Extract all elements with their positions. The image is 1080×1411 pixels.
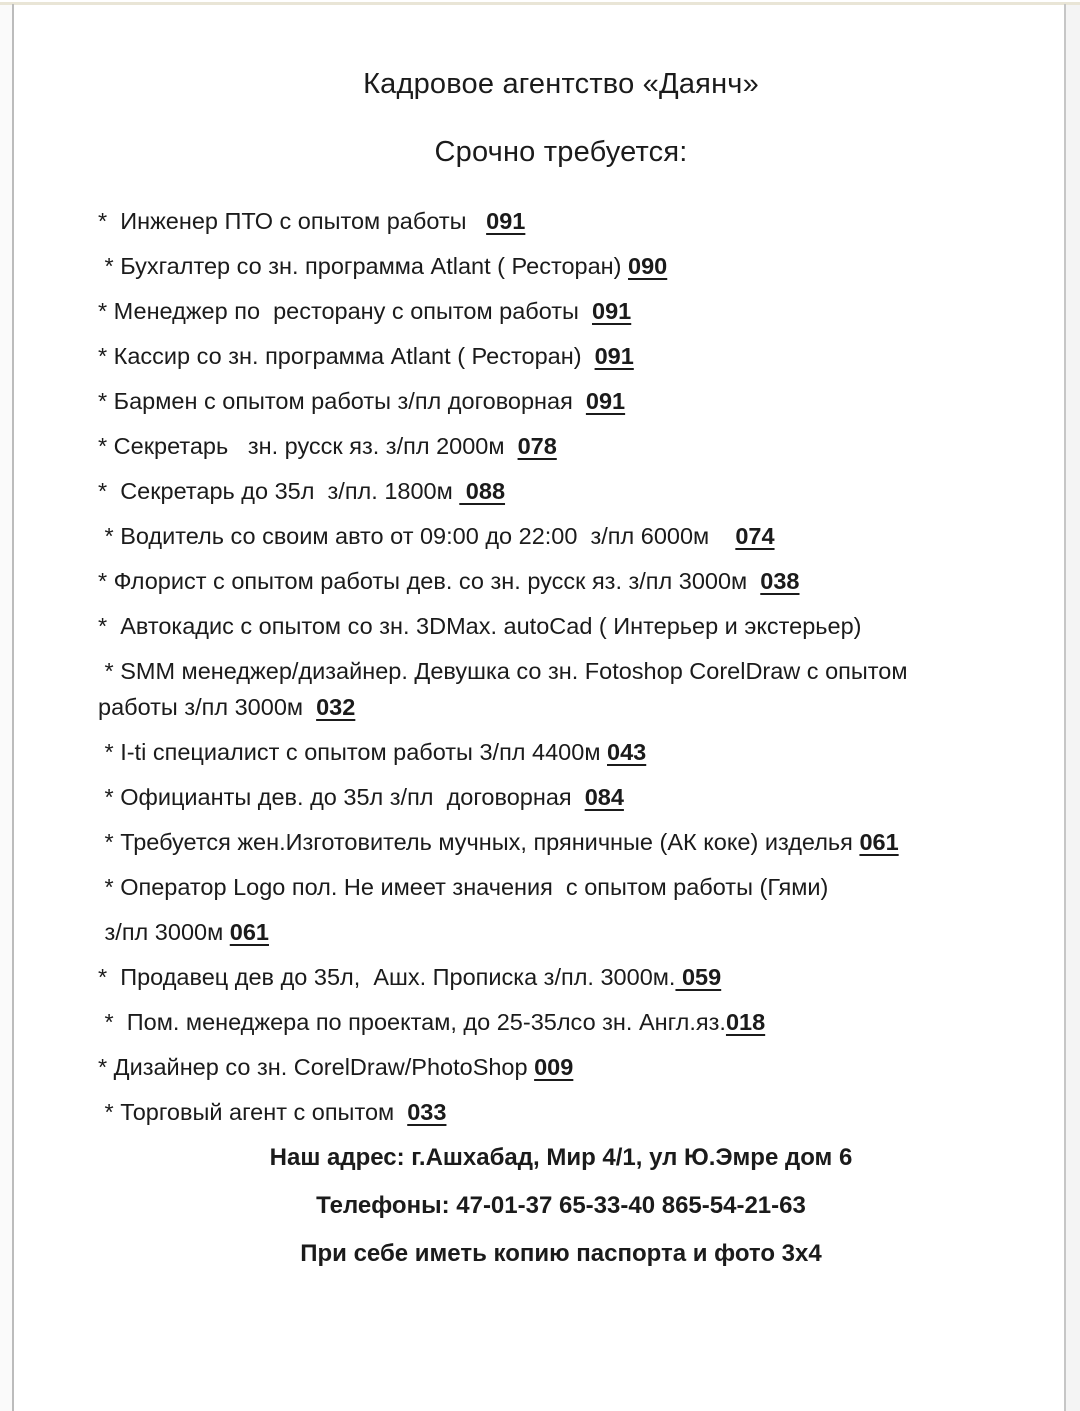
job-text: * Инженер ПТО с опытом работы (98, 208, 487, 234)
job-item (98, 914, 1024, 950)
page-right-margin (1066, 5, 1080, 1411)
job-item (98, 518, 1024, 554)
job-item (98, 608, 1024, 644)
job-code: 009 (534, 1054, 574, 1080)
job-code: 084 (584, 784, 624, 810)
footer (98, 1139, 1024, 1272)
job-item (98, 869, 1024, 905)
job-text: * Официанты дев. до 35л з/пл договорная (98, 784, 585, 810)
document-page (14, 5, 1064, 1283)
job-code: 078 (517, 433, 557, 459)
job-text: * Дизайнер со зн. CorelDraw/PhotoShop (98, 1054, 535, 1080)
job-code: 061 (229, 919, 269, 945)
job-item (98, 824, 1024, 860)
job-code: 074 (735, 523, 775, 549)
job-code: 088 (459, 478, 506, 504)
job-text: * Требуется жен.Изготовитель мучных, пряничные (АК коке) изделья (98, 829, 860, 855)
page-title: Кадровое агентство «Даянч» (363, 68, 759, 100)
job-code: 032 (316, 694, 356, 720)
job-item (98, 563, 1024, 599)
job-text: * Автокадис с опытом со зн. 3DMax. autoCad ( Интерьер и экстерьер) (98, 613, 862, 639)
job-text: * Флорист с опытом работы дев. со зн. русск яз. з/пл 3000м (98, 568, 761, 594)
job-item (98, 959, 1024, 995)
job-text: * Бармен с опытом работы з/пл договорная (98, 388, 586, 414)
job-text: * Кассир со зн. программа Atlant ( Ресторан) (98, 343, 595, 369)
job-code: 038 (760, 568, 800, 594)
job-text: * Оператор Logo пол. Не имеет значения с опытом работы (Гями) (98, 874, 829, 900)
job-text: * Торговый агент с опытом (98, 1099, 408, 1125)
job-code: 061 (859, 829, 899, 855)
footer-note: При себе иметь копию паспорта и фото 3х4 (300, 1240, 822, 1267)
job-item (98, 203, 1024, 239)
job-text: * Продавец дев до 35л, Ашх. Прописка з/пл. 3000м. (98, 964, 676, 990)
job-item (98, 338, 1024, 374)
job-item (98, 653, 1024, 725)
page-subtitle: Срочно требуется: (434, 136, 688, 168)
job-code: 090 (628, 253, 668, 279)
job-code: 059 (675, 964, 722, 990)
job-item (98, 248, 1024, 284)
job-text: * Секретарь зн. русск яз. з/пл 2000м (98, 433, 518, 459)
footer-address: Наш адрес: г.Ашхабад, Мир 4/1, ул Ю.Эмре дом 6 (269, 1144, 853, 1171)
job-text: * I-ti специалист с опытом работы 3/пл 4400м (98, 739, 608, 765)
job-code: 091 (486, 208, 526, 234)
page-right-border (1064, 4, 1066, 1411)
job-item (98, 473, 1024, 509)
job-text: * Менеджер по ресторану с опытом работы (98, 298, 593, 324)
job-code: 043 (607, 739, 647, 765)
footer-phones: Телефоны: 47-01-37 65-33-40 865-54-21-63 (316, 1192, 806, 1219)
job-code: 091 (592, 298, 632, 324)
job-code: 018 (725, 1009, 766, 1035)
job-code: 033 (407, 1099, 447, 1125)
job-code: 091 (585, 388, 626, 414)
job-item (98, 293, 1024, 329)
job-item (98, 1049, 1024, 1085)
job-text: * Секретарь до 35л з/пл. 1800м (98, 478, 460, 504)
job-item (98, 383, 1024, 419)
job-text-line2: работы з/пл 3000м (98, 694, 317, 720)
job-list (98, 203, 1024, 1130)
job-item (98, 779, 1024, 815)
job-item (98, 1094, 1024, 1130)
page-left-margin (0, 5, 12, 1411)
job-text: * SMM менеджер/дизайнер. Девушка со зн. Fotoshop CorelDraw с опытом (98, 658, 908, 684)
job-item (98, 428, 1024, 464)
job-item (98, 1004, 1024, 1040)
job-text: * Бухгалтер со зн. программа Atlant ( Ресторан) (98, 253, 629, 279)
job-code: 091 (594, 343, 634, 369)
job-text: * Пом. менеджера по проектам, до 25-35лсо зн. Англ.яз. (98, 1009, 726, 1035)
job-item (98, 734, 1024, 770)
job-text: * Водитель со своим авто от 09:00 до 22:00 з/пл 6000м (98, 523, 736, 549)
job-text: з/пл 3000м (98, 919, 230, 945)
